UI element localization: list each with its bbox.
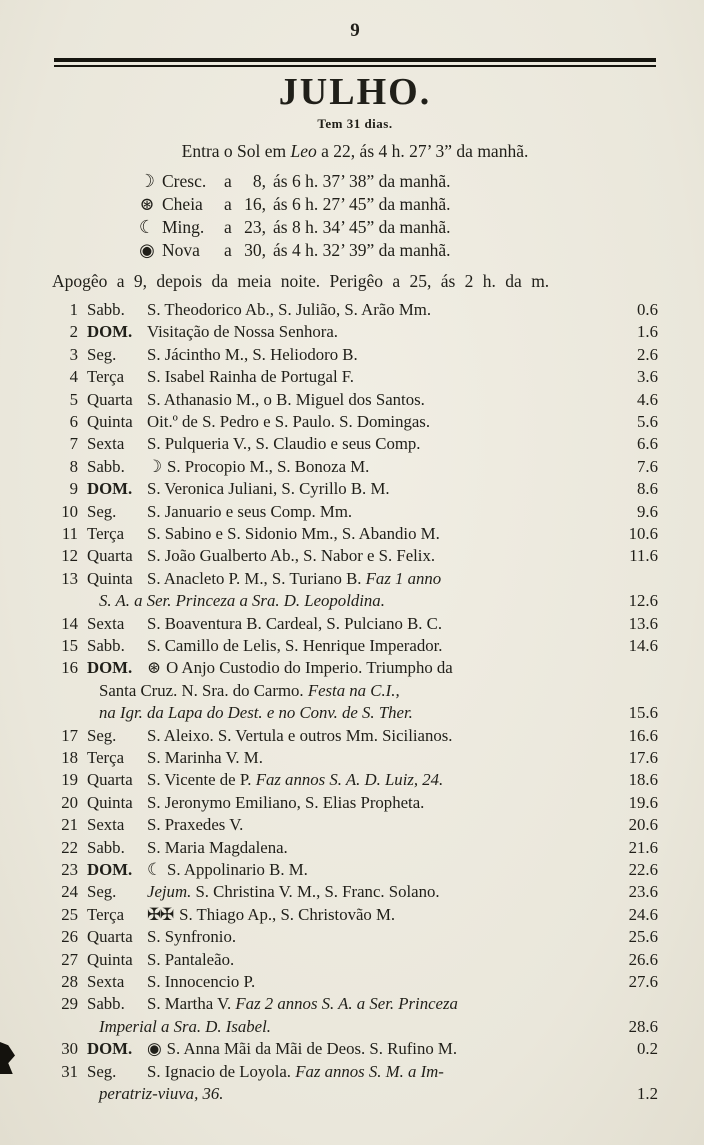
day-number: 28	[61, 972, 78, 992]
day-text-segment: S. Pulqueria V., S. Claudio e seus Comp.	[147, 434, 421, 454]
day-text-segment: Imperial a Sra. D. Isabel.	[99, 1016, 271, 1036]
weekday-label: Sabb.	[87, 635, 125, 655]
moon-age-number: 8.6	[637, 479, 658, 499]
day-number: 9	[69, 479, 78, 499]
day-entry-text	[147, 501, 618, 523]
day-text-segment: S. Thiago Ap., S. Christovão M.	[179, 904, 396, 924]
apogee-perigee-line: Apogêo a 9, depois da meia noite. Perigêo a 25, ás 2 h. da m.	[52, 270, 550, 291]
day-text-line	[147, 568, 618, 590]
day-number: 19	[61, 770, 78, 790]
day-row	[52, 814, 658, 836]
day-text-segment: S. Sabino e S. Sidonio Mm., S. Abandio M.	[147, 523, 440, 543]
moon-age-number: 9.6	[637, 501, 658, 521]
day-number: 22	[61, 837, 78, 857]
day-text-segment: S. Appolinario B. M.	[167, 860, 308, 880]
moon-age-number: 22.6	[628, 860, 658, 880]
day-text-segment: na Igr. da Lapa do Dest. e no Conv. de S. Ther.	[99, 703, 413, 723]
day-number: 2	[69, 322, 78, 342]
day-entry-text	[147, 411, 618, 433]
day-text-line	[147, 837, 618, 859]
weekday-label: DOM.	[87, 658, 133, 678]
day-number: 3	[69, 344, 78, 364]
day-number: 25	[61, 904, 78, 924]
moon-age-number: 12.6	[628, 591, 658, 611]
sun-entry-pre: Entra o Sol em	[181, 140, 291, 161]
moon-age-number: 19.6	[628, 792, 658, 812]
phase-name: Cheia	[162, 193, 203, 214]
day-entry-text	[147, 433, 618, 455]
phase-day: 16,	[244, 193, 266, 214]
day-text-segment: S. Anna Mãi da Mãi de Deos. S. Rufino M.	[166, 1039, 458, 1059]
moon-phase-row	[132, 239, 658, 262]
day-row	[52, 478, 658, 500]
day-text-line	[99, 590, 618, 612]
day-text-line	[147, 321, 618, 343]
phase-day: 23,	[244, 216, 266, 237]
day-row	[52, 545, 658, 567]
day-row	[52, 993, 658, 1038]
weekday-label: Terça	[87, 748, 125, 768]
day-text-line	[99, 680, 618, 702]
day-text-segment: S. Marinha V. M.	[147, 748, 263, 768]
day-text-line	[147, 725, 618, 747]
day-row	[52, 904, 658, 926]
day-entry-text	[147, 635, 618, 657]
phase-prep: a	[224, 193, 232, 214]
day-text-line	[147, 926, 618, 948]
day-text-line	[147, 456, 618, 478]
weekday-label: Sabb.	[87, 994, 125, 1014]
weekday-label: DOM.	[87, 479, 133, 499]
phase-time: ás 6 h. 27’ 45” da manhã.	[273, 193, 451, 214]
day-text-line	[147, 344, 618, 366]
moon-age-number: 3.6	[637, 367, 658, 387]
day-text-segment: S. Camillo de Lelis, S. Henrique Imperador.	[147, 635, 443, 655]
moon-age-number: 25.6	[628, 927, 658, 947]
day-number: 26	[61, 927, 78, 947]
day-row	[52, 568, 658, 613]
day-row	[52, 433, 658, 455]
day-text-line	[147, 299, 618, 321]
day-text-segment: S. Maria Magdalena.	[147, 837, 288, 857]
day-entry-text	[147, 814, 618, 836]
day-number: 14	[61, 613, 78, 633]
full-moon-icon: ⊛	[139, 193, 155, 214]
new-moon-icon: ◉	[147, 1039, 161, 1059]
day-number: 13	[61, 568, 78, 588]
phase-day: 30,	[244, 239, 266, 260]
day-text-line	[147, 523, 618, 545]
day-row	[52, 949, 658, 971]
moon-phase-row	[132, 216, 658, 239]
day-number: 27	[61, 949, 78, 969]
moon-age-number: 13.6	[628, 613, 658, 633]
weekday-label: Quinta	[87, 568, 133, 588]
day-row	[52, 971, 658, 993]
day-text-line	[147, 993, 618, 1015]
weekday-label: Sexta	[87, 972, 125, 992]
phase-day: 8,	[252, 170, 266, 191]
day-text-line	[147, 859, 618, 881]
moon-age-number: 23.6	[628, 882, 658, 902]
day-entry-text	[147, 747, 618, 769]
day-text-line	[147, 769, 618, 791]
moon-age-number: 17.6	[628, 748, 658, 768]
day-entry-text	[147, 904, 618, 926]
day-number: 23	[61, 860, 78, 880]
day-text-line	[147, 657, 618, 679]
day-number: 20	[61, 792, 78, 812]
day-number: 15	[61, 635, 78, 655]
day-text-segment: S. Jeronymo Emiliano, S. Elias Propheta.	[147, 792, 425, 812]
day-number: 12	[61, 546, 78, 566]
moon-age-number: 1.6	[637, 322, 658, 342]
full-moon-icon: ⊛	[147, 658, 161, 678]
day-row	[52, 456, 658, 478]
moon-age-number: 7.6	[637, 456, 658, 476]
day-number: 30	[61, 1039, 78, 1059]
double-cross-icon: ✠✠	[147, 904, 174, 924]
day-text-line	[147, 478, 618, 500]
day-text-segment: Visitação de Nossa Senhora.	[147, 322, 338, 342]
day-entry-text	[147, 478, 618, 500]
day-text-line	[147, 881, 618, 903]
day-entry-text	[147, 859, 618, 881]
day-text-segment: S. Innocencio P.	[147, 972, 256, 992]
moon-age-number: 24.6	[628, 904, 658, 924]
day-entry-text	[147, 881, 618, 903]
day-text-segment: S. Aleixo. S. Vertula e outros Mm. Sicilianos.	[147, 725, 453, 745]
day-entry-text	[147, 344, 618, 366]
day-entry-text	[147, 299, 618, 321]
waxing-moon-icon: ☽	[138, 170, 156, 191]
day-row	[52, 299, 658, 321]
double-rule	[54, 58, 656, 67]
moon-phase-block	[132, 170, 658, 262]
day-entry-text	[147, 545, 618, 567]
weekday-label: Quinta	[87, 411, 133, 431]
sun-entry-line	[52, 141, 658, 162]
day-row	[52, 411, 658, 433]
day-entry-text	[147, 456, 618, 478]
moon-age-number: 0.2	[637, 1039, 658, 1059]
day-number: 6	[69, 411, 78, 431]
day-text-segment: S. Theodorico Ab., S. Julião, S. Arão Mm.	[147, 299, 432, 319]
day-entry-text	[147, 366, 618, 388]
moon-age-number: 6.6	[637, 434, 658, 454]
day-row	[52, 321, 658, 343]
day-text-line	[147, 613, 618, 635]
weekday-label: DOM.	[87, 860, 133, 880]
weekday-label: Quarta	[87, 546, 133, 566]
day-entry-text	[147, 725, 618, 747]
phase-prep: a	[224, 216, 232, 237]
moon-age-number: 28.6	[628, 1016, 658, 1036]
day-number: 10	[61, 501, 78, 521]
day-number: 4	[69, 367, 78, 387]
day-text-segment: Festa na C.I.,	[307, 680, 400, 700]
day-entry-text	[147, 613, 618, 635]
day-text-segment: Jejum.	[147, 882, 192, 902]
day-text-segment: S. João Gualberto Ab., S. Nabor e S. Felix.	[147, 546, 436, 566]
day-number: 18	[61, 748, 78, 768]
month-days-count: Tem 31 dias.	[317, 115, 393, 131]
day-text-segment: S. Martha V.	[147, 994, 236, 1014]
day-entry-text	[147, 389, 618, 411]
waning-moon-icon: ☾	[138, 216, 156, 237]
day-entry-text	[147, 971, 618, 993]
day-row	[52, 725, 658, 747]
moon-phase-row	[132, 170, 658, 193]
day-text-segment: S. Procopio M., S. Bonoza M.	[167, 456, 370, 476]
day-text-segment: S. Januario e seus Comp. Mm.	[147, 501, 353, 521]
day-text-segment: S. Boaventura B. Cardeal, S. Pulciano B. C.	[147, 613, 443, 633]
zodiac-sign: Leo	[290, 140, 317, 161]
day-text-segment: S. Veronica Juliani, S. Cyrillo B. M.	[147, 479, 390, 499]
day-entry-text	[147, 1038, 618, 1060]
day-row	[52, 859, 658, 881]
weekday-label: Quinta	[87, 949, 133, 969]
sun-entry-post: a 22, ás 4 h. 27’ 3” da manhã.	[316, 140, 529, 161]
day-text-line	[147, 389, 618, 411]
day-text-segment: Faz annos S. A. D. Luiz, 24.	[255, 770, 444, 790]
moon-age-number: 27.6	[628, 972, 658, 992]
day-text-segment: S. Athanasio M., o B. Miguel dos Santos.	[147, 389, 425, 409]
weekday-label: Quarta	[87, 389, 133, 409]
month-title: JULHO.	[278, 71, 432, 113]
day-row	[52, 1038, 658, 1060]
day-text-segment: Faz annos S. M. a Im-	[295, 1061, 444, 1081]
day-text-segment: S. Isabel Rainha de Portugal F.	[147, 367, 354, 387]
day-number: 21	[61, 815, 78, 835]
day-row	[52, 657, 658, 724]
day-text-line	[147, 792, 618, 814]
weekday-label: Sabb.	[87, 456, 125, 476]
day-text-line	[99, 1083, 618, 1105]
day-text-segment: Faz 1 anno	[365, 568, 442, 588]
day-row	[52, 635, 658, 657]
weekday-label: DOM.	[87, 1039, 133, 1059]
weekday-label: DOM.	[87, 322, 133, 342]
day-row	[52, 837, 658, 859]
day-entry-text	[147, 523, 618, 545]
day-text-line	[147, 501, 618, 523]
moon-age-number: 20.6	[628, 815, 658, 835]
moon-age-number: 15.6	[628, 703, 658, 723]
waning-moon-icon: ☾	[147, 860, 162, 880]
day-row	[52, 769, 658, 791]
weekday-label: Sabb.	[87, 837, 125, 857]
day-text-line	[99, 702, 618, 724]
day-row	[52, 926, 658, 948]
day-text-segment: S. Jácintho M., S. Heliodoro B.	[147, 344, 358, 364]
day-row	[52, 1061, 658, 1106]
day-row	[52, 344, 658, 366]
day-number: 8	[69, 456, 78, 476]
day-number: 31	[61, 1061, 78, 1081]
day-text-segment: S. Anacleto P. M., S. Turiano B.	[147, 568, 366, 588]
phase-time: ás 4 h. 32’ 39” da manhã.	[273, 239, 451, 260]
moon-age-number: 4.6	[637, 389, 658, 409]
day-entry-text	[147, 949, 618, 971]
day-number: 5	[69, 389, 78, 409]
day-row	[52, 523, 658, 545]
day-row	[52, 613, 658, 635]
day-entry-text	[147, 837, 618, 859]
moon-age-number: 11.6	[629, 546, 658, 566]
day-text-line	[147, 949, 618, 971]
moon-age-number: 10.6	[628, 523, 658, 543]
day-text-segment: Oit.º de S. Pedro e S. Paulo. S. Domingas.	[147, 411, 431, 431]
day-text-line	[147, 545, 618, 567]
weekday-label: Terça	[87, 367, 125, 387]
phase-prep: a	[224, 239, 232, 260]
day-entry-text	[147, 321, 618, 343]
day-text-segment: S. Synfronio.	[147, 927, 237, 947]
moon-phase-row	[132, 193, 658, 216]
day-entry-text	[147, 926, 618, 948]
day-text-segment: S. Pantaleão.	[147, 949, 235, 969]
day-number: 11	[61, 523, 78, 543]
weekday-label: Terça	[87, 904, 125, 924]
phase-prep: a	[224, 170, 232, 191]
weekday-label: Seg.	[87, 725, 117, 745]
moon-age-number: 14.6	[628, 635, 658, 655]
moon-age-number: 21.6	[628, 837, 658, 857]
day-number: 29	[61, 994, 78, 1014]
weekday-label: Terça	[87, 523, 125, 543]
day-text-segment: O Anjo Custodio do Imperio. Triumpho da	[166, 658, 453, 678]
day-number: 17	[61, 725, 78, 745]
day-text-segment: S. Vicente de P.	[147, 770, 256, 790]
day-entry-text	[147, 792, 618, 814]
weekday-label: Seg.	[87, 882, 117, 902]
waxing-moon-icon: ☽	[147, 456, 162, 476]
moon-age-number: 2.6	[637, 344, 658, 364]
phase-time: ás 6 h. 37’ 38” da manhã.	[273, 170, 451, 191]
day-row	[52, 747, 658, 769]
day-text-line	[147, 635, 618, 657]
day-text-line	[147, 904, 618, 926]
phase-name: Nova	[162, 239, 200, 260]
day-list	[52, 299, 658, 1106]
moon-age-number: 1.2	[637, 1084, 658, 1104]
weekday-label: Sexta	[87, 613, 125, 633]
day-number: 24	[61, 882, 78, 902]
day-row	[52, 501, 658, 523]
moon-age-number: 16.6	[628, 725, 658, 745]
moon-age-number: 5.6	[637, 411, 658, 431]
day-text-segment: S. A. a Ser. Princeza a Sra. D. Leopoldina.	[99, 591, 385, 611]
day-text-line	[147, 814, 618, 836]
weekday-label: Sexta	[87, 815, 125, 835]
day-text-segment: Faz 2 annos S. A. a Ser. Princeza	[235, 994, 458, 1014]
new-moon-icon: ◉	[139, 239, 155, 260]
day-text-line	[147, 411, 618, 433]
day-number: 7	[69, 434, 78, 454]
day-entry-text	[147, 769, 618, 791]
day-text-segment: Santa Cruz. N. Sra. do Carmo.	[99, 680, 308, 700]
day-text-line	[99, 1016, 618, 1038]
phase-time: ás 8 h. 34’ 45” da manhã.	[273, 216, 451, 237]
day-text-segment: S. Christina V. M., S. Franc. Solano.	[191, 882, 440, 902]
day-text-segment: S. Praxedes V.	[147, 815, 244, 835]
weekday-label: Quinta	[87, 792, 133, 812]
weekday-label: Sexta	[87, 434, 125, 454]
weekday-label: Sabb.	[87, 299, 125, 319]
day-row	[52, 881, 658, 903]
phase-name: Cresc.	[162, 170, 207, 191]
day-text-segment: peratriz-viuva, 36.	[99, 1084, 224, 1104]
moon-age-number: 0.6	[637, 299, 658, 319]
weekday-label: Seg.	[87, 344, 117, 364]
moon-age-number: 26.6	[628, 949, 658, 969]
weekday-label: Quarta	[87, 770, 133, 790]
day-text-line	[147, 366, 618, 388]
moon-age-number: 18.6	[628, 770, 658, 790]
page-number: 9	[350, 20, 360, 41]
day-row	[52, 792, 658, 814]
day-text-line	[147, 1038, 618, 1060]
phase-name: Ming.	[162, 216, 205, 237]
weekday-label: Quarta	[87, 927, 133, 947]
day-text-line	[147, 971, 618, 993]
day-text-line	[147, 1061, 618, 1083]
day-number: 16	[61, 658, 78, 678]
day-text-line	[147, 433, 618, 455]
day-text-line	[147, 747, 618, 769]
day-row	[52, 389, 658, 411]
day-text-segment: S. Ignacio de Loyola.	[147, 1061, 296, 1081]
weekday-label: Seg.	[87, 1061, 117, 1081]
day-row	[52, 366, 658, 388]
day-number: 1	[69, 299, 78, 319]
weekday-label: Seg.	[87, 501, 117, 521]
